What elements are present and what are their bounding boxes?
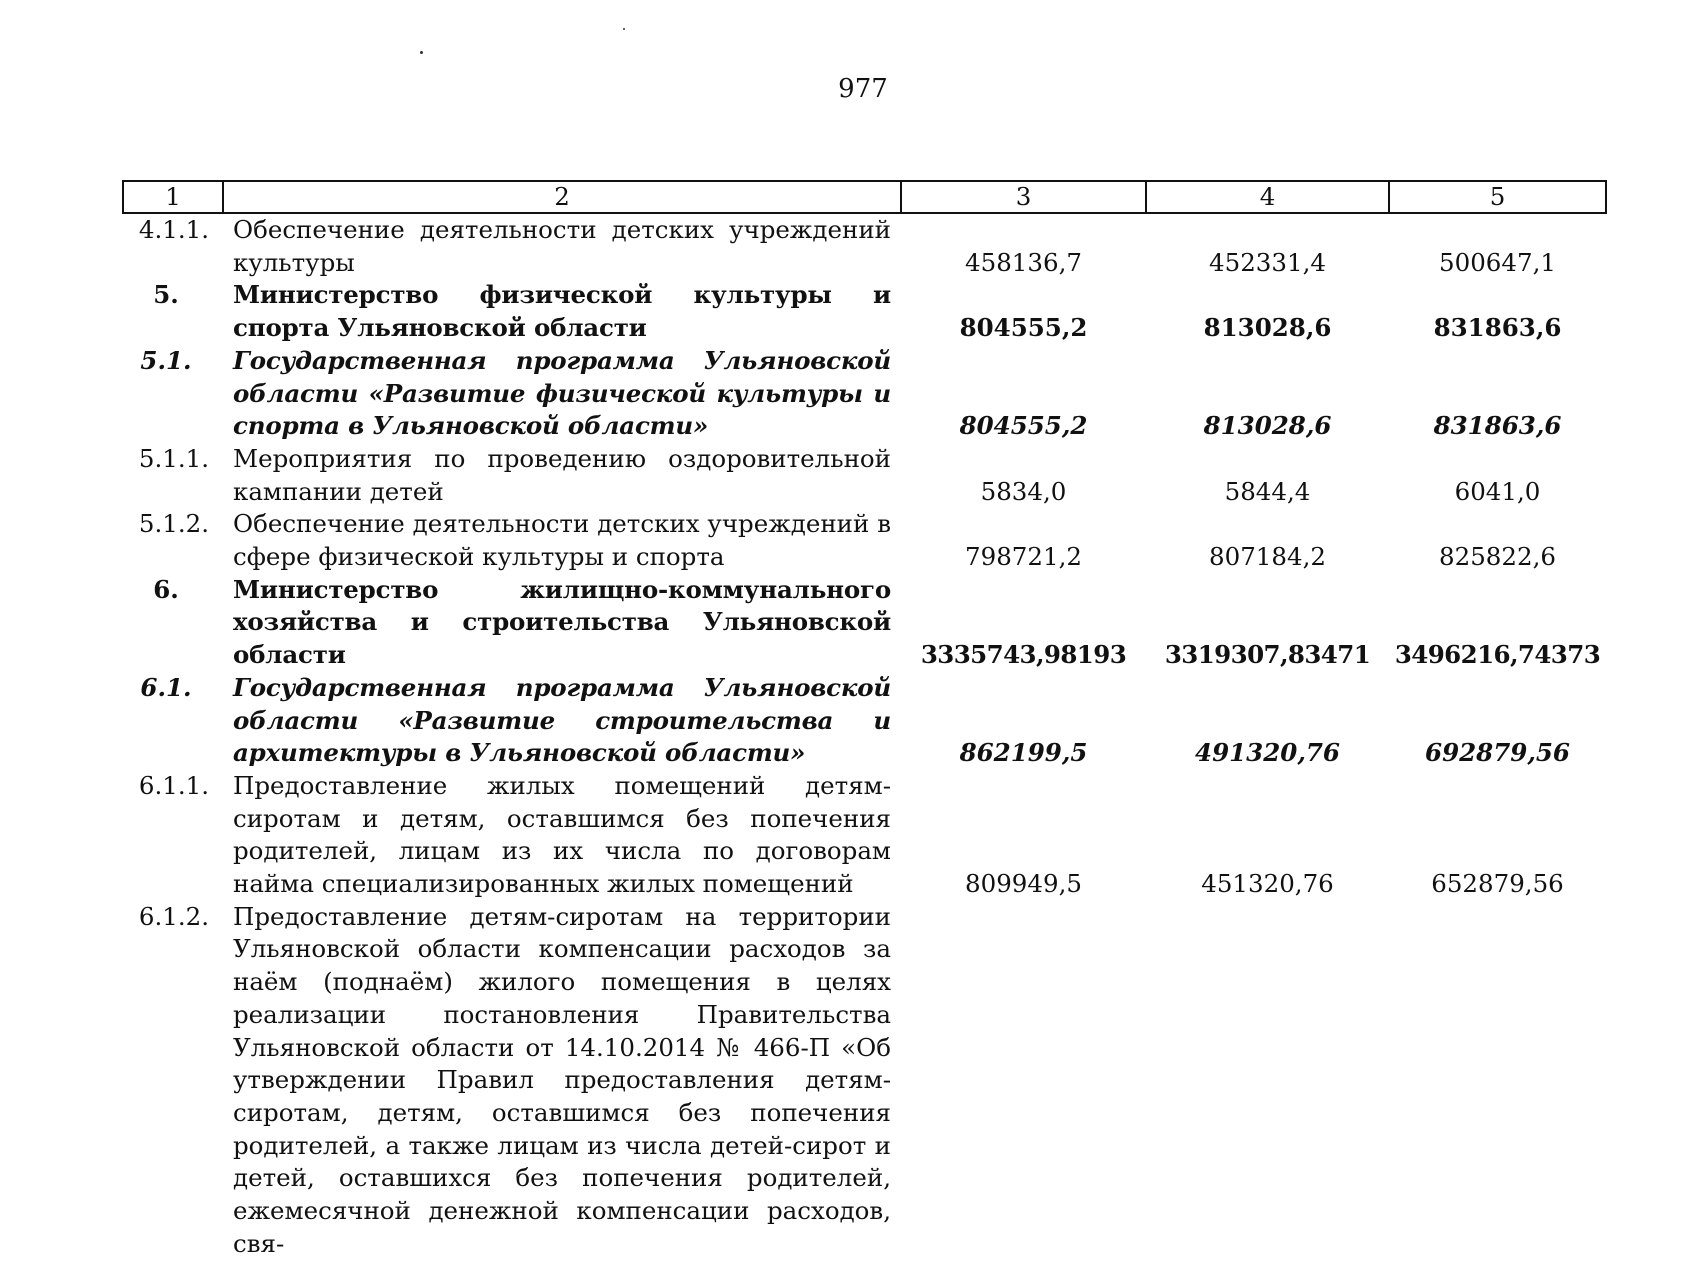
row-value-col5: 692879,56 [1425, 738, 1570, 768]
row-name: Обеспечение деятельности детских учреждений в сфере физической культуры и спорта [233, 509, 891, 572]
row-number: 4.1.1. [138, 215, 209, 244]
row-value-col4: 807184,2 [1209, 542, 1326, 572]
row-number: 6.1.1. [138, 770, 209, 800]
page-number: 977 [838, 74, 888, 104]
table-row [123, 279, 1606, 344]
column-header-2: 2 [223, 181, 901, 213]
row-value-col4: 813028,6 [1203, 313, 1332, 343]
row-value-col5: 3496216,74373 [1394, 640, 1601, 670]
row-number: 5.1.1. [138, 443, 209, 473]
row-value-col4: 452331,4 [1209, 247, 1326, 277]
row-value-col5: 825822,6 [1439, 542, 1556, 572]
row-value-col4: 451320,76 [1201, 869, 1334, 899]
row-value-col3: 809949,5 [965, 869, 1082, 899]
row-number: 6. [153, 574, 179, 604]
table-row [123, 345, 1606, 443]
row-number: 5.1. [140, 345, 192, 375]
row-name: Предоставление детям-сиротам на территории Ульяновской области компенсации расходов за наём (поднаём) жилого помещения в целях реализации постановления Правительства Ульяновской области от 14.10.2014 № 466-П «Об утверждении Правил предоставления детям-сиротам, детям, оставшимся без попечения родителей, а также лицам из числа детей-сирот и детей, оставшихся без попечения родителей, ежемесячной денежной компенсации расходов, свя- [233, 901, 891, 1258]
table-header-row [123, 181, 1606, 213]
table-row [123, 672, 1606, 770]
row-value-col3: 804555,2 [959, 313, 1088, 343]
row-name: Государственная программа Ульяновской области «Развитие строительства и архитектуры в Ульяновской области» [233, 672, 891, 768]
column-header-3: 3 [901, 181, 1146, 213]
row-value-col5: 831863,6 [1433, 411, 1562, 441]
row-number: 6.1.2. [138, 901, 209, 931]
table-row [123, 901, 1606, 1261]
row-value-col5: 500647,1 [1439, 247, 1556, 277]
row-value-col3: 804555,2 [959, 411, 1088, 441]
row-name: Государственная программа Ульяновской области «Развитие физической культуры и спорта в Ульяновской области» [233, 345, 891, 441]
row-name: Предоставление жилых помещений детям-сиротам и детям, оставшимся без попечения родителей, лицам из их числа по договорам найма специализированных жилых помещений [233, 770, 891, 899]
row-value-col3: 458136,7 [965, 247, 1082, 277]
row-value-col4: 491320,76 [1195, 738, 1340, 768]
budget-table [122, 180, 1607, 1261]
row-number: 5.1.2. [138, 509, 209, 539]
scan-speck [623, 28, 625, 30]
column-header-5: 5 [1389, 181, 1606, 213]
table-row [123, 213, 1606, 279]
row-value-col4: 5844,4 [1224, 476, 1311, 506]
row-value-col4 [1146, 901, 1389, 1261]
row-value-col4: 813028,6 [1203, 411, 1332, 441]
row-name: Мероприятия по проведению оздоровительной кампании детей [233, 443, 891, 506]
row-name: Министерство физической культуры и спорта Ульяновской области [233, 280, 891, 343]
row-value-col5 [1389, 901, 1606, 1261]
row-value-col3: 5834,0 [980, 476, 1067, 506]
row-value-col4: 3319307,83471 [1164, 640, 1371, 670]
row-value-col3 [901, 901, 1146, 1261]
row-value-col3: 798721,2 [965, 542, 1082, 572]
column-header-1: 1 [123, 181, 223, 213]
row-number: 6.1. [140, 672, 192, 702]
table-row [123, 443, 1606, 508]
table-row [123, 574, 1606, 672]
row-value-col3: 862199,5 [959, 738, 1088, 768]
table-row [123, 770, 1606, 901]
scan-speck [420, 51, 423, 54]
table-row [123, 508, 1606, 573]
row-value-col5: 6041,0 [1454, 476, 1541, 506]
row-value-col5: 652879,56 [1431, 869, 1564, 899]
row-value-col3: 3335743,98193 [920, 640, 1127, 670]
row-name: Обеспечение деятельности детских учреждений культуры [233, 215, 891, 277]
row-value-col5: 831863,6 [1433, 313, 1562, 343]
row-number: 5. [153, 280, 179, 310]
row-name: Министерство жилищно-коммунального хозяйства и строительства Ульяновской области [233, 574, 891, 670]
column-header-4: 4 [1146, 181, 1389, 213]
